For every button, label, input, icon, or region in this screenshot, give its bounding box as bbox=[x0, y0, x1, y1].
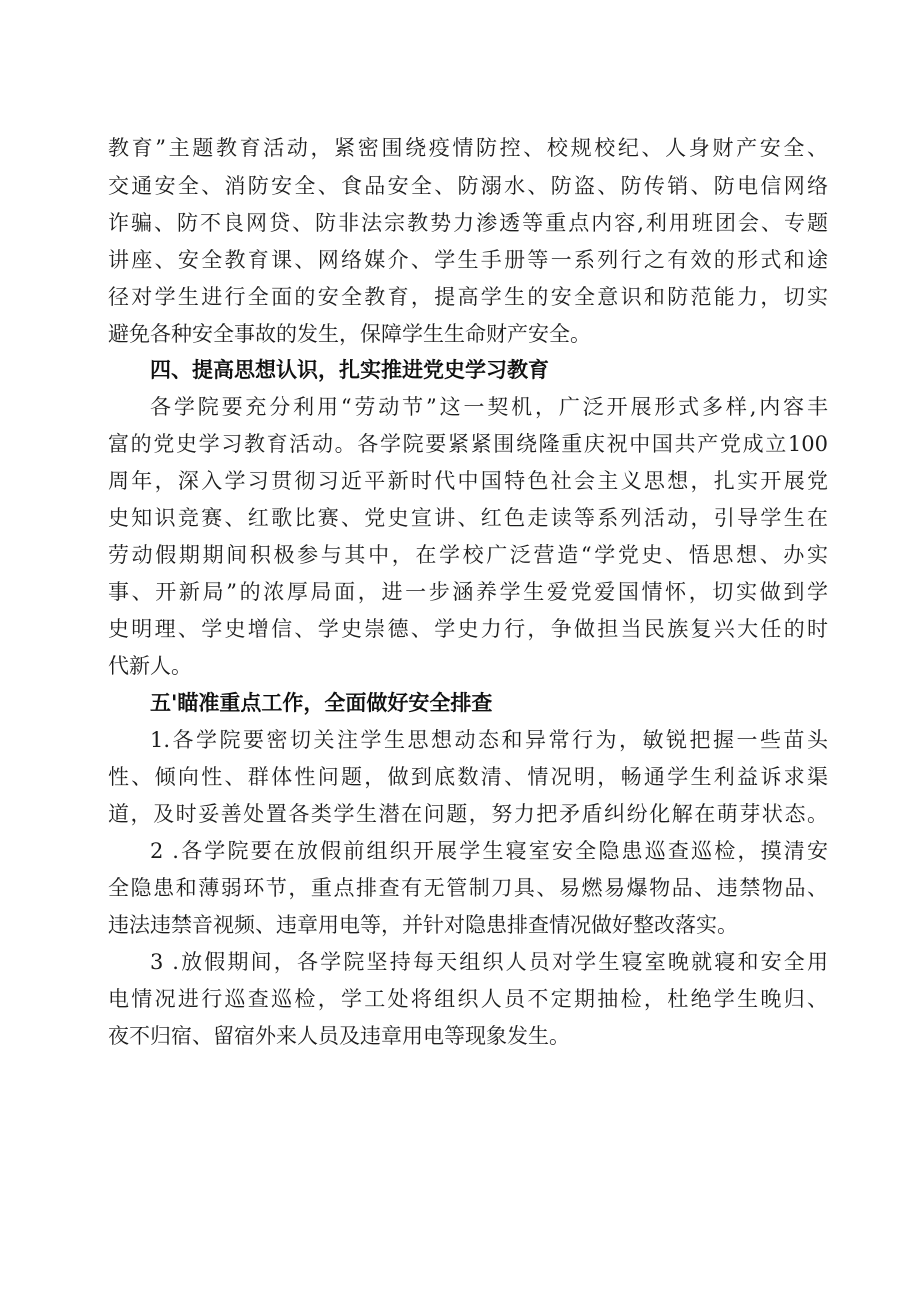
list-item-1-line: 性、倾向性、群体性问题，做到底数清、情况明，畅通学生利益诉求渠 bbox=[108, 765, 828, 789]
paragraph-line: 径对学生进行全面的安全教育，提高学生的安全意识和防范能力，切实 bbox=[108, 285, 828, 309]
paragraph-line: 避免各种安全事故的发生，保障学生生命财产安全。 bbox=[108, 322, 591, 346]
list-item-1-line: 1.各学院要密切关注学生思想动态和异常行为，敏锐把握一些苗头 bbox=[150, 728, 828, 752]
section-heading-4: 四、提高思想认识，扎实推进党史学习教育 bbox=[150, 358, 549, 382]
list-item-3-line: 电情况进行巡查巡检，学工处将组织人员不定期抽检，杜绝学生晚归、 bbox=[108, 987, 828, 1011]
paragraph-line: 史明理、学史增信、学史崇德、学史力行，争做担当民族复兴大任的时 bbox=[108, 617, 828, 641]
list-item-2-line: 2 .各学院要在放假前组织开展学生寝室安全隐患巡查巡检，摸清安 bbox=[150, 839, 828, 863]
list-item-2-line: 全隐患和薄弱环节，重点排查有无管制刀具、易燃易爆物品、违禁物品、 bbox=[108, 876, 828, 900]
list-item-1-line: 道，及时妥善处置各类学生潜在问题，努力把矛盾纠纷化解在萌芽状态。 bbox=[108, 802, 828, 826]
paragraph-line: 教育”主题教育活动，紧密围绕疫情防控、校规校纪、人身财产安全、 bbox=[108, 136, 828, 160]
paragraph-line: 事、开新局”的浓厚局面，进一步涵养学生爱党爱国情怀，切实做到学 bbox=[108, 580, 828, 604]
list-item-2-line: 违法违禁音视频、违章用电等，并针对隐患排查情况做好整改落实。 bbox=[108, 913, 738, 937]
paragraph-line: 各学院要充分利用“劳动节”这一契机，广泛开展形式多样,内容丰 bbox=[150, 395, 828, 419]
paragraph-line: 讲座、安全教育课、网络媒介、学生手册等一系列行之有效的形式和途 bbox=[108, 248, 828, 272]
paragraph-line: 交通安全、消防安全、食品安全、防溺水、防盗、防传销、防电信网络 bbox=[108, 174, 828, 198]
list-item-3-line: 夜不归宿、留宿外来人员及违章用电等现象发生。 bbox=[108, 1024, 570, 1048]
list-item-3-line: 3 .放假期间，各学院坚持每天组织人员对学生寝室晚就寝和安全用 bbox=[150, 950, 828, 974]
paragraph-line: 富的党史学习教育活动。各学院要紧紧围绕隆重庆祝中国共产党成立100 bbox=[108, 432, 828, 456]
paragraph-line: 代新人。 bbox=[108, 654, 192, 678]
paragraph-line: 史知识竞赛、红歌比赛、党史宣讲、红色走读等系列活动，引导学生在 bbox=[108, 506, 828, 530]
paragraph-line: 诈骗、防不良网贷、防非法宗教势力渗透等重点内容,利用班团会、专题 bbox=[108, 211, 828, 235]
paragraph-line: 劳动假期期间积极参与其中，在学校广泛营造“学党史、悟思想、办实 bbox=[108, 543, 828, 567]
paragraph-line: 周年，深入学习贯彻习近平新时代中国特色社会主义思想，扎实开展党 bbox=[108, 469, 828, 493]
section-heading-5: 五'瞄准重点工作，全面做好安全排查 bbox=[150, 691, 493, 715]
